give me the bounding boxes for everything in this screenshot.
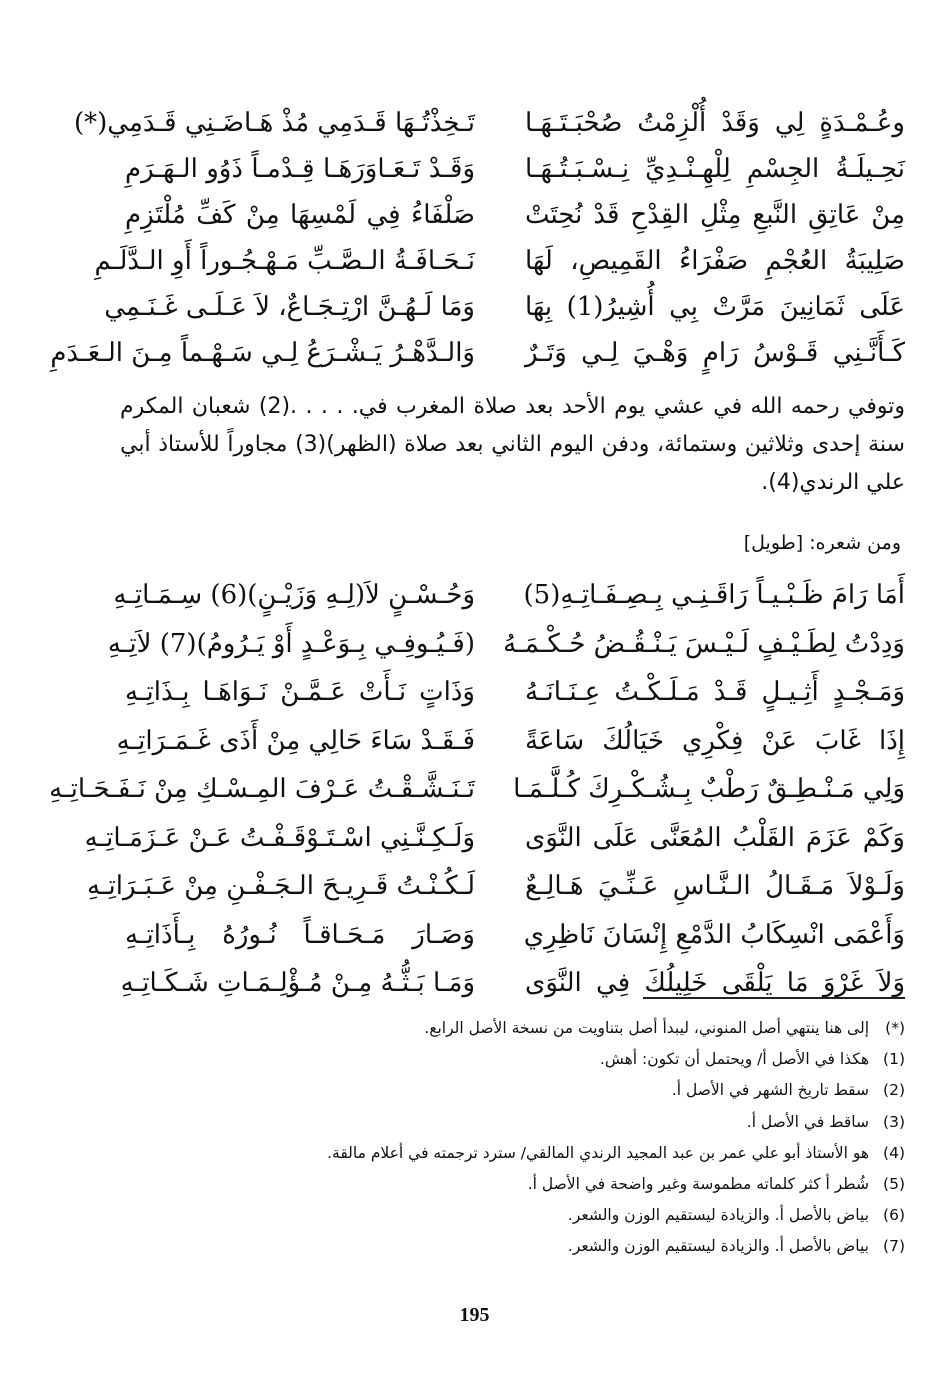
footnote-text: بياض بالأصل أ. والزيادة ليستقيم الوزن والشعر.: [567, 1237, 869, 1256]
footnote-separator: [643, 997, 905, 999]
footnote: [105, 1138, 905, 1169]
verse: [125, 146, 905, 192]
footnote-marker: (1): [883, 1050, 905, 1069]
verse-first-hemistich: أَمَا رَامَ ظَـبْـيـاً رَاقَـنِـي بِـصِـفَـاتِـهِ(5): [523, 580, 905, 610]
footnote-marker: (5): [883, 1174, 905, 1193]
verse: [125, 669, 905, 718]
verse: [84, 815, 905, 864]
verse: [104, 284, 905, 330]
verse: [116, 718, 905, 767]
footnote-text: إلى هنا ينتهي أصل المنوني، ليبدأ أصل بتناويت من نسخة الأصل الرابع.: [424, 1019, 869, 1037]
verse-first-hemistich: وَمَـجْـدٍ أَثِـيـلٍ قَـدْ مَـلَـكْـتُ عِـنَـانَـهُ: [525, 677, 905, 707]
poem-intro-meter: ومن شعره: [طويل]: [743, 532, 901, 554]
footnote-marker: (*): [885, 1019, 905, 1037]
verse-second-hemistich: وَحُـسْـنٍ لاَ(لِـهِ وَزَيْـنٍ)(6) سِـمَـاتِـهِ: [113, 580, 475, 610]
verse-second-hemistich: فَـقَـدْ سَاءَ حَالِي مِنْ أَذَى غَـمَـرَاتِـهِ: [116, 725, 475, 756]
verse: [94, 238, 905, 284]
verse-first-hemistich: عَلَى ثَمَانِينَ مَرَّتْ بِي أُشِيرُ(1) بِهَا: [525, 292, 905, 322]
verse-second-hemistich: وَمَا لَـهُـنَّ ارْتِـجَـاعٌ، لاَ عَـلَـى غَـنَـمِي: [104, 292, 475, 322]
footnote-marker: (3): [883, 1112, 905, 1131]
verse: [87, 863, 905, 912]
verse-second-hemistich: نَـحَـافَـةُ الـصَّـبِّ مَـهْـجُـوراً أَوِ الـدَّلَـمِ: [94, 246, 475, 276]
footnote: [105, 1013, 905, 1044]
page-number: 195: [459, 1304, 490, 1326]
verse-second-hemistich: تَـنَـشَّـقْـتُ عَـرْفَ المِـسْـكِ مِنْ نَـفَـحَـاتِـهِ: [49, 774, 475, 804]
footnote-marker: (4): [883, 1143, 905, 1162]
verse-second-hemistich: (فَـيُـوفِـي بِـوَعْـدٍ أَوْ يَـرُومُ)(7) لاَتِـهِ: [107, 628, 475, 659]
verse-second-hemistich: صَلْفَاءُ فِي لَمْسِهَا مِنْ كَفِّ مُلْتَزِمِ: [125, 200, 475, 230]
footnote-text: سقط تاريخ الشهر في الأصل أ.: [671, 1081, 869, 1100]
verse-second-hemistich: وَصَـارَ مَـحَـاقـاً نُـورُهُ بِـأَذَاتِـهِ: [125, 919, 475, 950]
verse-first-hemistich: وَدِدْتُ لِطَـيْـفٍ لَـيْـسَ يَـنْـقُـضُ حُـكْـمَـهُ: [503, 628, 905, 659]
verse: [50, 330, 905, 376]
verse-first-hemistich: نَحِـيلَـةُ الجِسْمِ لِلْهِـنْـدِيِّ نِـسْـبَـتُـهَـا: [525, 154, 905, 184]
prose-text: وتوفي رحمه الله في عشي يوم الأحد بعد صلاة المغرب في. . . . .(2) شعبان المكرم سنة إحدى وثلاثين وستمائة، ودفن اليوم الثاني بعد صلاة (الظهر)(3) مجاوراً للأستاذ أبي علي الرندي(4).: [120, 394, 905, 495]
footnote: [105, 1107, 905, 1138]
verse: [113, 572, 905, 621]
verse: [73, 100, 905, 146]
verse: [125, 192, 905, 238]
footnote: [105, 1075, 905, 1106]
verse-first-hemistich: مِنْ عَاتِقِ النَّبعِ مِثْلِ القِدْحِ قَدْ نُحِتَتْ: [525, 200, 905, 230]
verse-first-hemistich: وَأَعْمَى انْسِكَابُ الدَّمْعِ إِنْسَانَ نَاظِرِي: [523, 919, 905, 950]
verse-first-hemistich: وَكَمْ عَزَمَ القَلْبُ المُعَنَّى عَلَى النَّوَى: [525, 822, 905, 853]
verse-first-hemistich: إِذَا غَابَ عَنْ فِكْرِي خَيَالُكَ سَاعَةً: [525, 725, 905, 756]
verse: [120, 960, 905, 1009]
verse-first-hemistich: وَلِي مَـنْـطِـقٌ رَطْبٌ بِـشُـكْـرِكَ كُـلَّـمَـا: [513, 774, 905, 804]
verse: [125, 912, 905, 961]
prose-paragraph: [120, 388, 905, 502]
footnote-text: شُطر أ كثر كلماته مطموسة وغير واضحة في الأصل أ.: [527, 1174, 869, 1193]
footnote-text: هو الأستاذ أبو علي عمر بن عبد المجيد الرندي المالقي/ سترد ترجمته في أعلام مالقة.: [327, 1143, 869, 1162]
verse-second-hemistich: وَلَـكِـنَّـنِي اسْـتَـوْقَـفْـتُ عَـنْ عَـزَمَـاتِـهِ: [84, 822, 475, 853]
verse-first-hemistich: صَلِيبَةُ العُجْمِ صَفْرَاءُ القَمِيصِ، لَهَا: [525, 246, 905, 276]
footnote: [105, 1200, 905, 1231]
footnote-text: هكذا في الأصل أ/ ويحتمل أن تكون: أهش.: [599, 1050, 869, 1069]
verse-second-hemistich: لَـكُـنْـتُ قَـرِيـحَ الـجَـفْـنِ مِنْ عَـبَـرَاتِـهِ: [87, 871, 475, 901]
footnote-text: ساقط في الأصل أ.: [746, 1112, 869, 1131]
verse-first-hemistich: وَلَـوْلاَ مَـقَـالُ الـنَّـاسِ عَـنِّـيَ هَـالِـعٌ: [525, 871, 905, 901]
poem-second: [49, 572, 905, 1009]
footnotes: [105, 1013, 905, 1263]
footnote: [105, 1169, 905, 1200]
verse-second-hemistich: تَـخِذْتُـهَا قَـدَمِي مُذْ هَـاضَـنِي قَـدَمِي(*): [73, 108, 475, 138]
verse-first-hemistich: كَـأَنَّـنِي قَـوْسُ رَامٍ وَهْـيَ لِـي وَتَـرٌ: [525, 338, 905, 368]
poem-first: [50, 100, 905, 376]
footnote-marker: (7): [883, 1237, 905, 1256]
verse: [107, 621, 905, 670]
verse-first-hemistich: وعُـمْـدَةٍ لِي وَقَدْ أُلْزِمْتُ صُحْبَـتَـهَـا: [525, 108, 905, 138]
footnote-marker: (6): [883, 1206, 905, 1225]
verse-second-hemistich: وَذَاتٍ نَـأَتْ عَـمَّـنْ نَـوَاهَـا بِـذَاتِـهِ: [125, 677, 475, 707]
footnote: [105, 1231, 905, 1262]
footnote-text: بياض بالأصل أ. والزيادة ليستقيم الوزن والشعر.: [567, 1206, 869, 1225]
verse-second-hemistich: وَمَـا بَـثُّـهُ مِـنْ مُـؤْلِـمَـاتِ شَـكَـاتِـهِ: [120, 968, 475, 998]
footnote: [105, 1044, 905, 1075]
verse-second-hemistich: وَالـدَّهْـرُ يَـشْـرَعُ لِـي سَـهْـماً مِـنَ الـعَـدَمِ: [50, 338, 475, 368]
footnote-marker: (2): [883, 1081, 905, 1100]
verse-second-hemistich: وَقَـدْ تَـعَـاوَرَهَـا قِـدْمـاً ذَوُو الـهَـرَمِ: [125, 154, 475, 184]
verse: [49, 766, 905, 815]
verse-first-hemistich: وَلاَ غَرْوَ مَا يَلْقَى خَلِيلُكَ فِي النَّوَى: [525, 968, 905, 998]
